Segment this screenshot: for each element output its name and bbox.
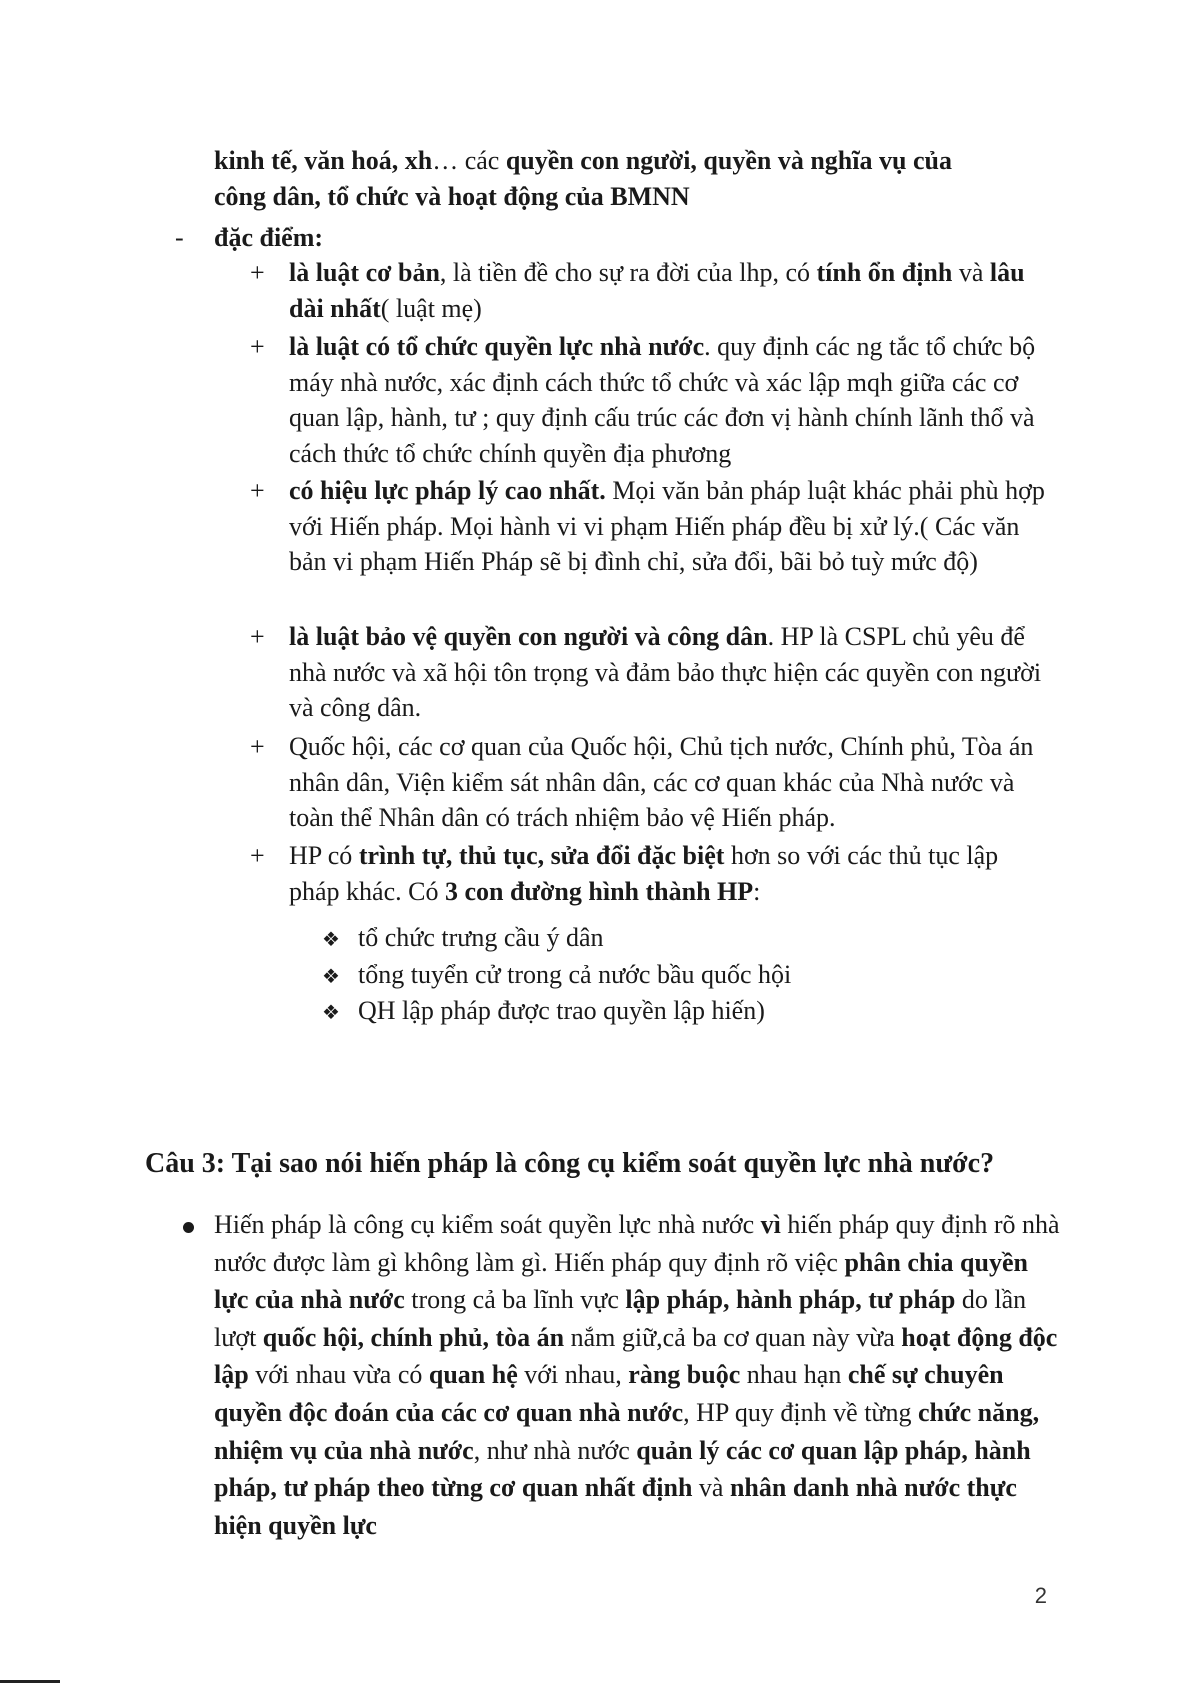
bold-run: ràng buộc bbox=[628, 1360, 741, 1390]
diamond-bullet-icon: ❖ bbox=[322, 927, 340, 951]
text-run: do lần lượt bbox=[214, 1285, 1027, 1352]
text-run: hơn so với các thủ tục lập pháp khác. Có bbox=[289, 841, 999, 906]
bold-run: lâu dài nhất bbox=[289, 258, 1025, 323]
bold-run: quan hệ bbox=[428, 1360, 518, 1390]
intro-paragraph bbox=[214, 143, 1054, 214]
bold-run: phân chia quyền lực của nhà nước bbox=[214, 1247, 1028, 1315]
text-run: Hiến pháp là công cụ kiểm soát quyền lực nhà nước bbox=[214, 1210, 761, 1239]
text-run: : bbox=[753, 876, 761, 906]
feature-item bbox=[250, 329, 1050, 471]
text-run: . quy định các ng tắc tổ chức bộ máy nhà nước, xác định cách thức tổ chức và xác lập mqh giữa các cơ quan lập, hành, tư ; quy định cấu trúc các đơn vị hành chính lãnh thổ và cách thức tổ chức chính quyền địa phương bbox=[289, 332, 1036, 468]
text-run: và bbox=[692, 1473, 730, 1503]
bold-run: nhân danh nhà nước thực hiện quyền lực bbox=[214, 1473, 1017, 1540]
dash-bullet: - bbox=[175, 223, 184, 252]
bold-run: quyền con người, quyền và nghĩa vụ của bbox=[505, 146, 952, 175]
plus-bullet-icon: + bbox=[250, 732, 265, 761]
text-run: trong cả ba lĩnh vực bbox=[404, 1285, 626, 1315]
intro-line-1 bbox=[214, 146, 952, 175]
feature-item bbox=[250, 838, 1050, 909]
text-run: và bbox=[952, 258, 990, 287]
bold-run: chế sự chuyên quyền độc đoán của các cơ quan nhà nước bbox=[214, 1360, 1004, 1427]
question-heading: Câu 3: Tại sao nói hiến pháp là công cụ kiểm soát quyền lực nhà nước? bbox=[145, 1148, 995, 1179]
way-item bbox=[322, 920, 604, 958]
bold-run: 3 con đường hình thành HP bbox=[444, 876, 754, 906]
bold-run: lập pháp, hành pháp, tư pháp bbox=[625, 1285, 956, 1315]
bold-run: hoạt động độc lập bbox=[214, 1322, 1058, 1390]
text-run: , là tiền đề cho sự ra đời của lhp, có bbox=[439, 258, 817, 287]
text-run: hiến pháp quy định rõ nhà nước được làm gì không làm gì. Hiến pháp quy định rõ việc bbox=[214, 1210, 1060, 1277]
way-item bbox=[322, 993, 765, 1031]
plus-bullet-icon: + bbox=[250, 332, 265, 361]
feature-item bbox=[250, 619, 1050, 726]
text-run: Mọi văn bản pháp luật khác phải phù hợp với Hiến pháp. Mọi hành vi vi phạm Hiến pháp đều bị xử lý.( Các văn bản vi phạm Hiến Pháp sẽ bị đình chỉ, sửa đổi, bãi bỏ tuỳ mức độ) bbox=[289, 476, 1045, 576]
page-number: 2 bbox=[1034, 1583, 1047, 1608]
text-run: nắm giữ,cả ba cơ quan này vừa bbox=[564, 1322, 902, 1352]
feature-text bbox=[289, 255, 1050, 326]
bullet-dot-icon bbox=[183, 1222, 194, 1233]
text-run: , HP quy định về từng bbox=[683, 1397, 919, 1427]
answer-text bbox=[214, 1206, 1060, 1544]
text-run: HP có bbox=[289, 841, 359, 870]
characteristics-heading bbox=[175, 220, 323, 256]
characteristics-label: đặc điểm: bbox=[214, 223, 324, 252]
text-run: ( luật mẹ) bbox=[380, 293, 482, 323]
bold-run: trình tự, thủ tục, sửa đổi đặc biệt bbox=[358, 841, 725, 870]
feature-text bbox=[289, 619, 1050, 726]
text-run: với nhau, bbox=[517, 1360, 629, 1390]
scan-edge-mark bbox=[0, 1680, 60, 1683]
feature-item bbox=[250, 729, 1050, 836]
text-run: với nhau vừa có bbox=[248, 1360, 429, 1390]
bold-run: tính ổn định bbox=[816, 258, 953, 287]
way-item bbox=[322, 957, 791, 995]
diamond-bullet-icon: ❖ bbox=[322, 1000, 340, 1024]
plus-bullet-icon: + bbox=[250, 258, 265, 287]
plus-bullet-icon: + bbox=[250, 841, 265, 870]
feature-text bbox=[289, 473, 1050, 580]
bold-run: quản lý các cơ quan lập pháp, hành pháp, tư pháp theo từng cơ quan nhất định bbox=[214, 1435, 1031, 1503]
text-run: Quốc hội, các cơ quan của Quốc hội, Chủ tịch nước, Chính phủ, Tòa án nhân dân, Viện kiểm sát nhân dân, các cơ quan khác của Nhà nước và toàn thể Nhân dân có trách nhiệm bảo vệ Hiến pháp. bbox=[289, 732, 1034, 832]
bold-run: chức năng, nhiệm vụ của nhà nước bbox=[214, 1397, 1040, 1465]
bold-run: là luật cơ bản bbox=[289, 258, 440, 287]
bold-run: quốc hội, chính phủ, tòa án bbox=[262, 1322, 565, 1352]
bold-run: vì bbox=[760, 1210, 781, 1239]
bold-run: là luật bảo vệ quyền con người và công dân bbox=[289, 622, 768, 651]
feature-text bbox=[289, 329, 1050, 471]
feature-item bbox=[250, 255, 1050, 326]
diamond-bullet-icon: ❖ bbox=[322, 964, 340, 988]
way-text: tổ chức trưng cầu ý dân bbox=[358, 923, 604, 952]
text-run: nhau hạn bbox=[740, 1360, 848, 1390]
answer-bullet bbox=[180, 1206, 1060, 1544]
text-run: , như nhà nước bbox=[473, 1435, 637, 1465]
intro-line-2: công dân, tổ chức và hoạt động của BMNN bbox=[214, 181, 690, 211]
way-text: QH lập pháp được trao quyền lập hiến) bbox=[358, 996, 765, 1025]
feature-item bbox=[250, 473, 1050, 580]
feature-text bbox=[289, 729, 1050, 836]
plus-bullet-icon: + bbox=[250, 622, 265, 651]
text-run: … các bbox=[432, 146, 506, 175]
bold-run: là luật có tổ chức quyền lực nhà nước bbox=[289, 332, 705, 361]
bold-run: kinh tế, văn hoá, xh bbox=[214, 146, 433, 175]
way-text: tổng tuyển cử trong cả nước bầu quốc hội bbox=[358, 960, 792, 989]
plus-bullet-icon: + bbox=[250, 476, 265, 505]
text-run: . HP là CSPL chủ yêu để nhà nước và xã hội tôn trọng và đảm bảo thực hiện các quyền con người và công dân. bbox=[289, 622, 1042, 722]
bold-run: có hiệu lực pháp lý cao nhất. bbox=[289, 476, 606, 505]
feature-text bbox=[289, 838, 1050, 909]
